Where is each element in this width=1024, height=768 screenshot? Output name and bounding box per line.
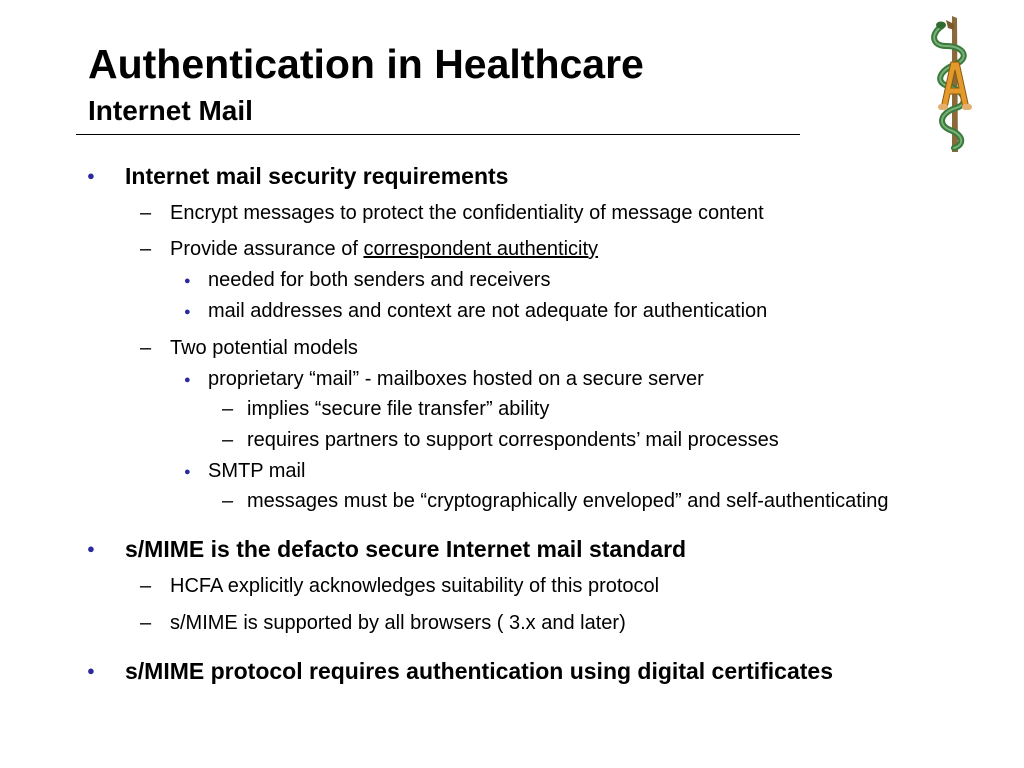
- fourth-level-item: [0, 490, 1024, 516]
- bullet-dot: ●: [87, 663, 95, 678]
- bullet-item: [0, 536, 1024, 564]
- sub-bullet-text: Two potential models: [170, 337, 358, 359]
- sub-bullet-dash: –: [140, 337, 152, 359]
- third-level-text: proprietary “mail” - mailboxes hosted on a secure server: [208, 368, 704, 390]
- fourth-level-text: messages must be “cryptographically enveloped” and self-authenticating: [247, 490, 889, 512]
- sub-bullet-text: [170, 238, 598, 261]
- bullet-dot: ●: [87, 168, 95, 183]
- third-level-text: SMTP mail: [208, 460, 306, 482]
- sub-bullet-prefix: Provide assurance of: [170, 238, 364, 260]
- sub-bullet-item: [0, 202, 1024, 228]
- fourth-level-item: [0, 429, 1024, 455]
- sub-bullet-dash: –: [140, 238, 152, 260]
- bullet-item: [0, 163, 1024, 191]
- caduceus-logo-icon: [924, 12, 978, 154]
- fourth-level-dash: –: [222, 490, 234, 512]
- sub-bullet-text: HCFA explicitly acknowledges suitability of this protocol: [170, 575, 660, 597]
- bullet-text: Internet mail security requirements: [125, 163, 509, 189]
- fourth-level-item: [0, 398, 1024, 424]
- title-divider: [76, 134, 800, 135]
- third-level-dot: ●: [184, 306, 191, 318]
- correspondent-authenticity-link[interactable]: correspondent authenticity: [363, 238, 599, 260]
- sub-bullet-dash: –: [140, 612, 152, 634]
- bullet-text: s/MIME is the defacto secure Internet mail standard: [125, 536, 687, 562]
- sub-bullet-item: [0, 238, 1024, 264]
- fourth-level-dash: –: [222, 398, 234, 420]
- third-level-text: needed for both senders and receivers: [208, 269, 551, 291]
- third-level-dot: ●: [184, 275, 191, 287]
- bullet-text: s/MIME protocol requires authentication using digital certificates: [125, 658, 834, 684]
- fourth-level-dash: –: [222, 429, 234, 451]
- third-level-item: [0, 269, 1024, 295]
- sub-bullet-item: [0, 337, 1024, 363]
- third-level-dot: ●: [184, 466, 191, 478]
- third-level-item: [0, 300, 1024, 326]
- fourth-level-text: implies “secure file transfer” ability: [247, 398, 550, 420]
- sub-bullet-item: [0, 575, 1024, 601]
- slide-title: Authentication in Healthcare: [88, 41, 644, 87]
- sub-bullet-text: s/MIME is supported by all browsers ( 3.x and later): [170, 612, 626, 634]
- sub-bullet-item: [0, 612, 1024, 638]
- sub-bullet-dash: –: [140, 202, 152, 224]
- sub-bullet-text: Encrypt messages to protect the confidentiality of message content: [170, 202, 764, 224]
- third-level-item: [0, 460, 1024, 486]
- third-level-dot: ●: [184, 374, 191, 386]
- slide-subtitle: Internet Mail: [88, 95, 253, 126]
- third-level-text: mail addresses and context are not adequate for authentication: [208, 300, 768, 322]
- sub-bullet-dash: –: [140, 575, 152, 597]
- third-level-item: [0, 368, 1024, 394]
- bullet-dot: ●: [87, 541, 95, 556]
- fourth-level-text: requires partners to support correspondents’ mail processes: [247, 429, 779, 451]
- bullet-item: [0, 658, 1024, 686]
